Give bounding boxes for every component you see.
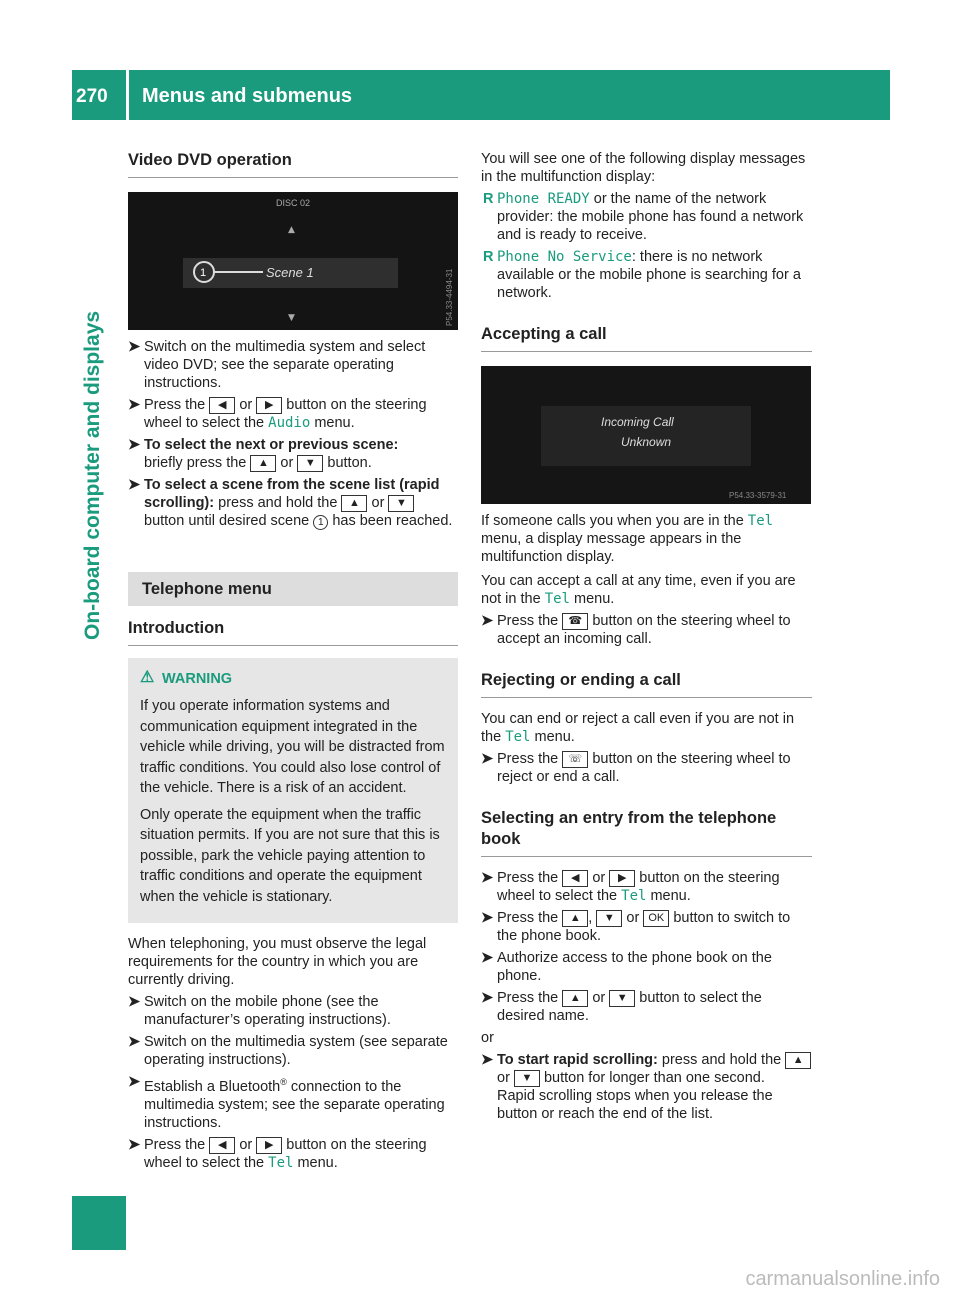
arrow-icon: ➤	[128, 1074, 141, 1090]
arrow-icon: ➤	[128, 477, 141, 493]
dvd-screen-svg	[128, 192, 458, 330]
message-phone-ready: R Phone READY or the name of the network provider: the mobile phone has found a network and is ready to receive.	[483, 191, 804, 243]
arrow-icon: ➤	[481, 910, 494, 926]
phone-accept-icon: ☎	[562, 613, 588, 630]
rejecting-call-heading: Rejecting or ending a call	[481, 670, 812, 698]
figure-code: P54.33-4494-31	[445, 268, 454, 326]
incoming-call-svg	[481, 366, 811, 504]
right-column	[481, 150, 812, 1127]
step-next-scene: ➤ To select the next or previous scene: briefly press the ▲ or ▼ button.	[128, 437, 399, 471]
accept-paragraph-2: You can accept a call at any time, even if you are not in the Tel menu.	[481, 573, 796, 607]
step-authorize: ➤ Authorize access to the phone book on the phone.	[481, 950, 772, 984]
up-key-icon: ▲	[562, 910, 588, 927]
step-accept-call: ➤ Press the ☎ button on the steering wheel to accept an incoming call.	[481, 613, 791, 647]
accepting-call-heading: Accepting a call	[481, 324, 812, 352]
incoming-call-label: Incoming Call	[601, 415, 674, 429]
right-key-icon: ▶	[256, 1137, 282, 1154]
warning-paragraph-1: If you operate information systems and communication equipment integrated in the vehicle while driving, you will be distracted from traffic conditions. You could also lose control of the vehicle. There is a risk of an accident.	[140, 698, 445, 796]
message-no-service: R Phone No Service: there is no network available or the mobile phone is searching for a network.	[483, 249, 801, 301]
scene-label: Scene 1	[266, 265, 314, 280]
step-open-phone-book: ➤ Press the ▲ , ▼ or OK button to switch to the phone book.	[481, 910, 791, 944]
step-reject-call: ➤ Press the ☏ button on the steering wheel to reject or end a call.	[481, 751, 791, 785]
video-dvd-heading: Video DVD operation	[128, 150, 458, 178]
left-key-icon: ◀	[209, 1137, 235, 1154]
legal-paragraph: When telephoning, you must observe the legal requirements for the country in which you are currently driving.	[128, 936, 427, 988]
introduction-heading: Introduction	[128, 618, 458, 646]
arrow-icon: ➤	[481, 950, 494, 966]
right-key-icon: ▶	[609, 870, 635, 887]
disc-label: DISC 02	[276, 198, 311, 208]
or-label: or	[481, 1030, 494, 1046]
step-select-name: ➤ Press the ▲ or ▼ button to select the desired name.	[481, 990, 762, 1024]
arrow-icon: ➤	[128, 437, 141, 453]
reject-paragraph: You can end or reject a call even if you are not in the Tel menu.	[481, 711, 795, 745]
ok-key-icon: OK	[643, 910, 669, 927]
arrow-icon: ➤	[481, 990, 494, 1006]
video-dvd-display-image	[128, 192, 458, 330]
page-title: Menus and submenus	[142, 85, 353, 107]
phone-end-icon: ☏	[562, 751, 588, 768]
up-key-icon: ▲	[562, 990, 588, 1007]
arrow-icon: ➤	[128, 397, 141, 413]
down-arrow-glyph: ▼	[288, 313, 295, 323]
arrow-icon: ➤	[128, 339, 141, 355]
left-key-icon: ◀	[562, 870, 588, 887]
left-column	[128, 150, 458, 1176]
callout-1-icon: 1	[313, 515, 328, 530]
step-select-tel: ➤ Press the ◀ or ▶ button on the steering wheel to select the Tel menu.	[128, 1136, 427, 1171]
arrow-icon: ➤	[481, 1052, 494, 1068]
messages-intro: You will see one of the following display messages in the multifunction display:	[481, 151, 806, 185]
step-scene-list: ➤ To select a scene from the scene list (rapid scrolling): press and hold the ▲ or ▼ button until desired scene 1 has been reached.	[128, 477, 453, 529]
accept-paragraph-1: If someone calls you when you are in the Tel menu, a display message appears in the multifunction display.	[481, 513, 774, 565]
step-select-tel-menu: ➤ Press the ◀ or ▶ button on the steering wheel to select the Tel menu.	[481, 870, 780, 904]
side-tab-marker	[72, 1196, 126, 1250]
up-arrow-glyph: ▲	[288, 225, 295, 235]
up-key-icon: ▲	[250, 455, 276, 472]
left-key-icon: ◀	[209, 397, 235, 414]
step-rapid-scrolling: ➤ To start rapid scrolling: press and hold the ▲ or ▼ button for longer than one second. Rapid scrolling stops when you release the button or reach the end of the list.	[481, 1051, 812, 1123]
up-key-icon: ▲	[341, 495, 367, 512]
side-tab-label: On-board computer and displays	[81, 310, 104, 640]
warning-box	[128, 658, 458, 923]
telephone-menu-band: Telephone menu	[128, 572, 458, 606]
warning-triangle-icon: ⚠	[140, 669, 155, 686]
arrow-icon: ➤	[481, 751, 494, 767]
footer-watermark: carmanualsonline.info	[745, 1268, 940, 1290]
arrow-icon: ➤	[128, 1034, 141, 1050]
warning-title: ⚠ WARNING	[140, 669, 233, 687]
right-key-icon: ▶	[256, 397, 282, 414]
down-key-icon: ▼	[388, 495, 414, 512]
down-key-icon: ▼	[297, 455, 323, 472]
step-switch-on-dvd: ➤ Switch on the multimedia system and select video DVD; see the separate operating instructions.	[128, 339, 426, 391]
warning-paragraph-2: Only operate the equipment when the traffic situation permits. If you are not sure that this is possible, park the vehicle paying attention to traffic conditions and operate the equipment when the vehicle is stationary.	[140, 806, 440, 905]
arrow-icon: ➤	[481, 613, 494, 629]
step-switch-on-phone: ➤ Switch on the mobile phone (see the manufacturer’s operating instructions).	[128, 994, 391, 1028]
figure-code: P54.33-3579-31	[729, 491, 787, 500]
scene-callout-number: 1	[200, 267, 207, 279]
step-select-audio: ➤ Press the ◀ or ▶ button on the steering wheel to select the Audio menu.	[128, 397, 427, 431]
up-key-icon: ▲	[785, 1052, 811, 1069]
incoming-call-display-image	[481, 366, 811, 504]
step-bluetooth: ➤ Establish a Bluetooth® connection to the multimedia system; see the separate operating instructions.	[128, 1074, 445, 1131]
down-key-icon: ▼	[596, 910, 622, 927]
arrow-icon: ➤	[128, 994, 141, 1010]
caller-label: Unknown	[621, 435, 672, 449]
arrow-icon: ➤	[481, 870, 494, 886]
arrow-icon: ➤	[128, 1136, 141, 1153]
header-divider	[126, 70, 129, 120]
down-key-icon: ▼	[609, 990, 635, 1007]
down-key-icon: ▼	[514, 1070, 540, 1087]
step-switch-on-multimedia: ➤ Switch on the multimedia system (see separate operating instructions).	[128, 1034, 448, 1068]
page-number: 270	[76, 86, 108, 107]
phone-book-heading: Selecting an entry from the telephone book	[481, 808, 812, 857]
